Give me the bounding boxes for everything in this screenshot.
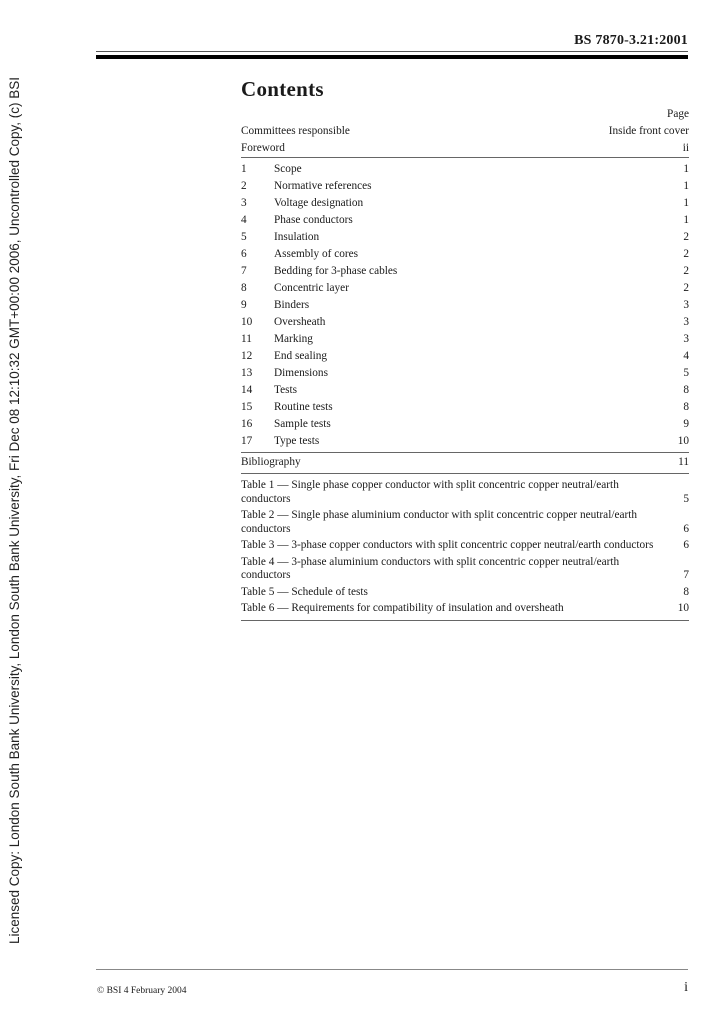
toc-entry-clause[interactable] — [241, 195, 689, 212]
toc-entry-table[interactable] — [241, 601, 689, 618]
clause-title: Assembly of cores — [274, 248, 359, 260]
toc-entry-page: 3 — [683, 299, 689, 311]
toc-entry-clause[interactable] — [241, 314, 689, 331]
licence-watermark — [4, 40, 26, 980]
toc-entry-label: Bibliography — [241, 456, 301, 468]
toc-entry-label — [241, 246, 675, 263]
toc-entry-label — [241, 365, 675, 382]
toc-entry-page: 1 — [683, 163, 689, 175]
toc-entry-clause[interactable] — [241, 229, 689, 246]
clause-title: Phase conductors — [274, 214, 353, 226]
header-thin-rule — [96, 51, 688, 52]
clause-number: 12 — [241, 350, 253, 362]
toc-entry-foreword[interactable] — [241, 140, 689, 158]
toc-entry-clause[interactable] — [241, 416, 689, 433]
toc-entry-clause[interactable] — [241, 263, 689, 280]
toc-entry-clause[interactable] — [241, 348, 689, 365]
clause-title: Oversheath — [274, 316, 326, 328]
licence-text: Licensed Copy: London South Bank University, London South Bank University, Fri Dec 08 12:10:32 GMT+00:00 2006, Uncontrolled Copy, (c) BSI — [7, 76, 23, 944]
toc-entry-page: 10 — [677, 602, 689, 614]
clause-title: Sample tests — [274, 418, 331, 430]
clause-title: End sealing — [274, 350, 328, 362]
toc-entry-clause[interactable] — [241, 365, 689, 382]
toc-entry-page: 6 — [683, 522, 689, 535]
toc-entry-table[interactable] — [241, 555, 689, 585]
toc-entry-clause[interactable] — [241, 382, 689, 399]
clause-title: Scope — [274, 163, 302, 175]
clause-title: Dimensions — [274, 367, 328, 379]
toc-entry-label — [241, 280, 675, 297]
document-id: BS 7870-3.21:2001 — [574, 33, 688, 48]
toc-entry-label: Table 1 — Single phase copper conductor with split concentric copper neutral/earth conductors — [241, 479, 619, 505]
toc-entry-page: 8 — [683, 401, 689, 413]
toc-entry-clause[interactable] — [241, 399, 689, 416]
clause-title: Marking — [274, 333, 313, 345]
toc-entry-label — [241, 212, 675, 229]
toc-entry-label — [241, 416, 675, 433]
clause-number: 5 — [241, 231, 247, 243]
clause-title: Bedding for 3-phase cables — [274, 265, 398, 277]
footer-page-number: i — [684, 980, 688, 995]
toc-entry-label: Table 3 — 3-phase copper conductors with split concentric copper neutral/earth conductors — [241, 539, 654, 551]
clause-title: Normative references — [274, 180, 372, 192]
toc-entry-label — [241, 331, 675, 348]
clause-title: Type tests — [274, 435, 320, 447]
clause-number: 2 — [241, 180, 247, 192]
toc-entry-page: 6 — [683, 539, 689, 551]
clause-number: 10 — [241, 316, 253, 328]
toc-entry-table[interactable] — [241, 508, 689, 538]
clause-number: 11 — [241, 333, 252, 345]
toc-entry-page: 1 — [683, 214, 689, 226]
toc-entry-committees[interactable] — [241, 123, 689, 140]
toc-entry-page: 9 — [683, 418, 689, 430]
toc-entry-label — [241, 348, 675, 365]
toc-entry-label — [241, 297, 675, 314]
clause-title: Concentric layer — [274, 282, 349, 294]
toc-entry-page: 8 — [683, 384, 689, 396]
toc-entry-clause[interactable] — [241, 178, 689, 195]
clause-number: 3 — [241, 197, 247, 209]
toc-entry-label — [241, 382, 675, 399]
clause-title: Tests — [274, 384, 298, 396]
clause-title: Routine tests — [274, 401, 333, 413]
toc-entry-label: Table 6 — Requirements for compatibility of insulation and oversheath — [241, 602, 564, 614]
clause-number: 16 — [241, 418, 253, 430]
toc-entry-page: ii — [682, 142, 689, 154]
toc-entry-page: 5 — [683, 367, 689, 379]
toc-entry-label: Table 5 — Schedule of tests — [241, 585, 368, 598]
clause-number: 8 — [241, 282, 247, 294]
toc-entry-table[interactable] — [241, 478, 689, 508]
toc-entry-page: 2 — [683, 231, 689, 243]
table-list — [241, 474, 689, 621]
toc-entry-label — [241, 263, 675, 280]
toc-entry-page: 2 — [683, 265, 689, 277]
toc-entry-label — [241, 178, 675, 195]
toc-entry-clause[interactable] — [241, 246, 689, 263]
clause-number: 15 — [241, 401, 253, 413]
toc-entry-label: Committees responsible — [241, 125, 350, 137]
toc-entry-clause[interactable] — [241, 212, 689, 229]
toc-entry-page: 10 — [677, 435, 689, 447]
clause-number: 4 — [241, 214, 247, 226]
toc-entry-page: 11 — [678, 456, 689, 468]
clause-list — [241, 158, 689, 450]
page-title: Contents — [241, 77, 324, 101]
toc-entry-page: 1 — [683, 197, 689, 209]
toc-entry-label — [241, 195, 675, 212]
clause-number: 1 — [241, 163, 247, 175]
toc-entry-page: 8 — [683, 585, 689, 598]
clause-number: 17 — [241, 435, 253, 447]
toc-entry-page: 4 — [683, 350, 689, 362]
toc-entry-label — [241, 314, 675, 331]
page-column-heading: Page — [667, 108, 689, 120]
toc-entry-page: 3 — [683, 333, 689, 345]
toc-entry-clause[interactable] — [241, 297, 689, 314]
toc-entry-label: Table 2 — Single phase aluminium conductor with split concentric copper neutral/earth conductors — [241, 509, 638, 535]
clause-number: 13 — [241, 367, 253, 379]
toc-entry-clause[interactable] — [241, 280, 689, 297]
toc-entry-label — [241, 229, 675, 246]
toc-entry-table[interactable] — [241, 585, 689, 602]
toc-entry-page: 2 — [683, 282, 689, 294]
clause-number: 9 — [241, 299, 247, 311]
toc-entry-page: 1 — [683, 180, 689, 192]
toc-entry-page: 7 — [683, 569, 689, 581]
toc-entry-page: 2 — [683, 248, 689, 260]
toc-entry-bibliography[interactable] — [241, 452, 689, 474]
toc-entry-label: Table 4 — 3-phase aluminium conductors with split concentric copper neutral/earth conductors — [241, 555, 620, 581]
footer-rule — [96, 969, 688, 970]
toc-entry-table[interactable] — [241, 538, 689, 555]
clause-number: 7 — [241, 265, 247, 277]
toc-entry-clause[interactable] — [241, 331, 689, 348]
footer-copyright: © BSI 4 February 2004 — [97, 986, 187, 996]
clause-title: Voltage designation — [274, 197, 364, 209]
toc-entry-label: Foreword — [241, 142, 285, 154]
header-thick-rule — [96, 55, 688, 59]
toc-entry-page: 5 — [683, 492, 689, 505]
clause-title: Insulation — [274, 231, 320, 243]
table-of-contents — [241, 106, 689, 621]
toc-entry-page: Inside front cover — [608, 125, 689, 137]
toc-entry-clause[interactable] — [241, 161, 689, 178]
toc-entry-label — [241, 161, 675, 178]
clause-number: 14 — [241, 384, 253, 396]
toc-entry-label — [241, 399, 675, 416]
toc-entry-label — [241, 433, 670, 450]
toc-entry-page: 3 — [683, 316, 689, 328]
toc-entry-clause[interactable] — [241, 433, 689, 450]
clause-title: Binders — [274, 299, 310, 311]
clause-number: 6 — [241, 248, 247, 260]
